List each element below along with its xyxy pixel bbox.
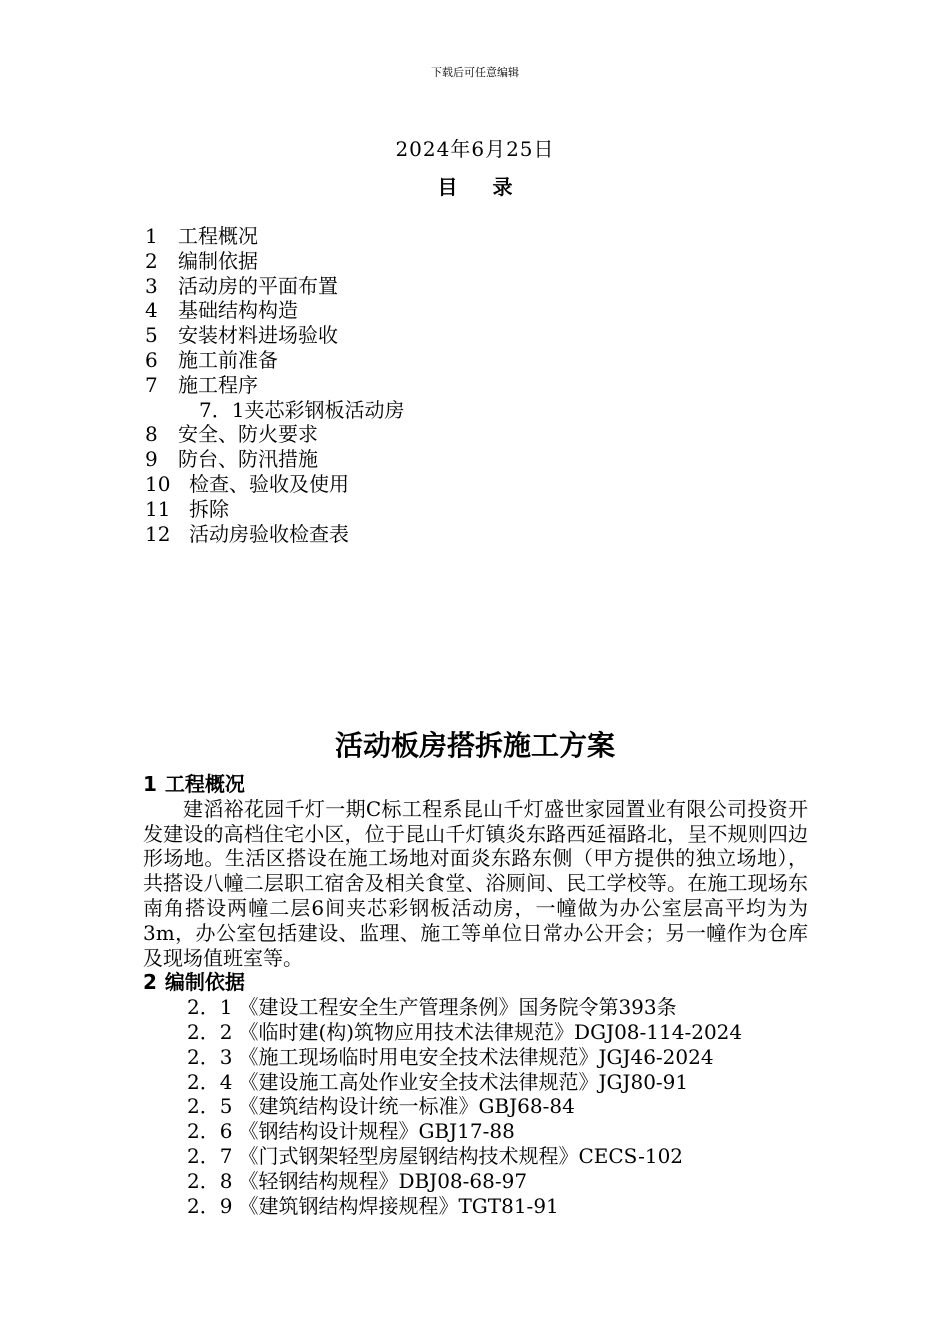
toc-item-number: 5 xyxy=(145,323,158,348)
reference-number: 2．9 xyxy=(187,1193,233,1218)
toc-item-label: 施工程序 xyxy=(178,372,258,397)
toc-item-number: 10 xyxy=(145,471,171,496)
document-date: 2024年6月25日 xyxy=(395,137,555,161)
toc-item-label: 施工前准备 xyxy=(178,347,278,372)
table-of-contents xyxy=(145,224,845,546)
reference-item xyxy=(143,1119,808,1144)
reference-text: 《钢结构设计规程》GBJ17-88 xyxy=(238,1119,515,1144)
toc-item-label: 防台、防汛措施 xyxy=(178,447,318,472)
toc-title: 目 录 xyxy=(437,175,527,199)
section-heading-overview xyxy=(143,772,808,797)
reference-number: 2．6 xyxy=(187,1119,233,1144)
reference-number: 2．7 xyxy=(187,1143,233,1168)
document-title: 活动板房搭拆施工方案 xyxy=(334,729,615,762)
reference-text: 《施工现场临时用电安全技术法律规范》JGJ46-2024 xyxy=(238,1044,714,1069)
reference-item xyxy=(143,1194,808,1219)
reference-list xyxy=(143,995,808,1218)
section-title: 工程概况 xyxy=(164,772,245,796)
toc-item[interactable] xyxy=(145,249,845,274)
toc-item-label: 活动房的平面布置 xyxy=(178,273,338,298)
overview-paragraph: 建滔裕花园千灯一期C标工程系昆山千灯盛世家园置业有限公司投资开发建设的高档住宅小区，位于昆山千灯镇炎东路西延福路北，呈不规则四边形场地。生活区搭设在施工场地对面炎东路东侧（甲方提供的独立场地），共搭设八幢二层职工宿舍及相关食堂、浴厕间、民工学校等。在施工现场东南角搭设两幢二层6间夹芯彩钢板活动房，一幢做为办公室层高平均为为3m，办公室包括建设、监理、施工等单位日常办公开会；另一幢作为仓库及现场值班室等。 xyxy=(143,796,808,970)
toc-item[interactable] xyxy=(145,373,845,398)
section-title: 编制依据 xyxy=(164,970,245,995)
toc-item-number: 4 xyxy=(145,298,158,323)
toc-item-number: 1 xyxy=(145,224,158,248)
toc-item-label: 基础结构构造 xyxy=(178,298,298,323)
toc-item-number: 3 xyxy=(145,273,158,298)
toc-item-number: 11 xyxy=(145,496,171,521)
toc-item-number: 6 xyxy=(145,347,158,372)
toc-item-number: 8 xyxy=(145,422,158,447)
reference-number: 2．3 xyxy=(187,1044,233,1069)
toc-item[interactable] xyxy=(145,298,845,323)
toc-item-label: 拆除 xyxy=(189,496,229,521)
toc-item[interactable] xyxy=(145,472,845,497)
reference-number: 2．8 xyxy=(187,1168,233,1193)
reference-text: 《建设工程安全生产管理条例》国务院令第393条 xyxy=(238,995,677,1020)
reference-number: 2．5 xyxy=(187,1094,233,1119)
document-body xyxy=(143,772,808,1218)
reference-text: 《临时建(构)筑物应用技术法律规范》DGJ08-114-2024 xyxy=(238,1019,743,1044)
toc-item[interactable] xyxy=(145,447,845,472)
toc-item-label: 夹芯彩钢板活动房 xyxy=(244,397,405,422)
toc-item[interactable] xyxy=(145,323,845,348)
toc-item[interactable] xyxy=(145,274,845,299)
toc-item-number: 9 xyxy=(145,447,158,472)
section-number: 2 xyxy=(143,970,157,995)
page-header-note: 下载后可任意编辑 xyxy=(431,66,519,79)
reference-item xyxy=(143,1020,808,1045)
reference-text: 《门式钢架轻型房屋钢结构技术规程》CECS-102 xyxy=(238,1143,684,1168)
toc-item[interactable] xyxy=(145,522,845,547)
toc-item[interactable] xyxy=(145,422,845,447)
reference-number: 2．1 xyxy=(187,995,233,1020)
toc-item-number: 7 xyxy=(145,372,158,397)
reference-text: 《建筑钢结构焊接规程》TGT81-91 xyxy=(238,1193,559,1218)
toc-item-label: 编制依据 xyxy=(178,248,258,273)
toc-subitem[interactable] xyxy=(145,398,845,423)
reference-text: 《轻钢结构规程》DBJ08-68-97 xyxy=(238,1168,528,1193)
reference-number: 2．2 xyxy=(187,1019,233,1044)
reference-item xyxy=(143,1070,808,1095)
toc-item[interactable] xyxy=(145,348,845,373)
reference-text: 《建筑结构设计统一标准》GBJ68-84 xyxy=(238,1094,575,1119)
toc-item[interactable] xyxy=(145,224,845,249)
toc-item-label: 工程概况 xyxy=(178,224,258,248)
reference-item xyxy=(143,995,808,1020)
reference-item xyxy=(143,1169,808,1194)
reference-item xyxy=(143,1094,808,1119)
reference-number: 2．4 xyxy=(187,1069,233,1094)
toc-item-number: 2 xyxy=(145,248,158,273)
section-number: 1 xyxy=(143,772,157,796)
reference-item xyxy=(143,1144,808,1169)
toc-item-label: 安装材料进场验收 xyxy=(178,323,338,348)
reference-text: 《建设施工高处作业安全技术法律规范》JGJ80-91 xyxy=(238,1069,689,1094)
reference-item xyxy=(143,1045,808,1070)
toc-item-label: 安全、防火要求 xyxy=(178,422,318,447)
toc-item-number: 12 xyxy=(145,521,171,546)
toc-item-label: 检查、验收及使用 xyxy=(189,471,349,496)
toc-item-number: 7．1 xyxy=(199,397,245,422)
toc-item-label: 活动房验收检查表 xyxy=(189,521,349,546)
section-heading-basis xyxy=(143,970,808,995)
toc-item[interactable] xyxy=(145,497,845,522)
